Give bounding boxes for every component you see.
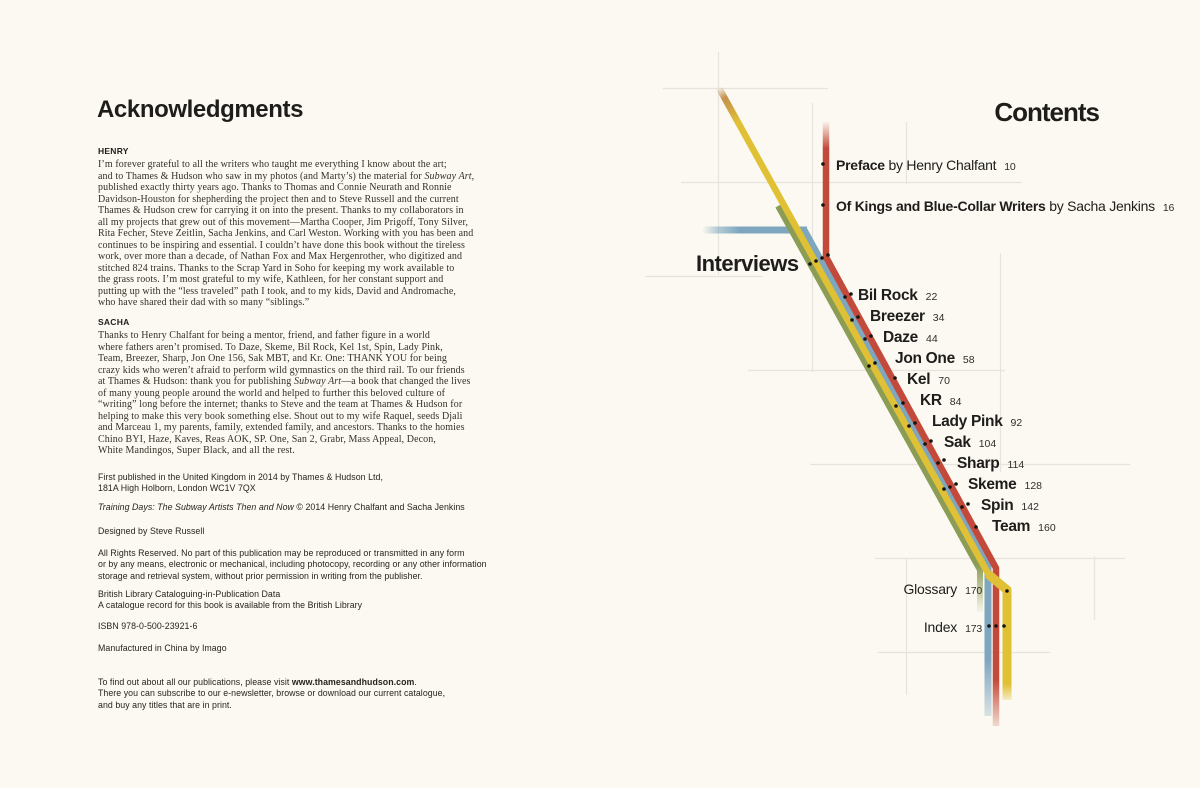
interview-page-number: 22 <box>925 291 938 303</box>
interview-name: Sak <box>944 434 971 451</box>
interview-name: Breezer <box>870 308 925 325</box>
toc-page-number: 10 <box>1004 161 1016 173</box>
station-dot <box>850 318 854 322</box>
toc-page-number: 16 <box>1162 202 1175 214</box>
station-dot <box>869 334 873 338</box>
interview-page-number: 128 <box>1024 480 1043 492</box>
interview-entry <box>932 413 1022 431</box>
station-dot <box>826 253 830 257</box>
interview-entry <box>968 476 1042 494</box>
colophon-group: ISBN 978-0-500-23921-6 <box>98 621 198 631</box>
toc-entry-title: Index <box>923 619 958 635</box>
interview-page-number: 70 <box>938 375 950 387</box>
station-dot <box>821 162 825 166</box>
interview-page-number: 142 <box>1021 501 1039 513</box>
colophon-group: Training Days: The Subway Artists Then and Now © 2014 Henry Chalfant and Sacha Jenkins <box>98 502 465 512</box>
section-heading: SACHA <box>98 317 130 327</box>
interview-name: Skeme <box>968 476 1017 493</box>
interview-entry <box>870 308 944 326</box>
interview-entry <box>858 287 937 305</box>
station-dot <box>808 262 812 266</box>
section-heading: HENRY <box>98 146 129 156</box>
acknowledgments-title: Acknowledgments <box>97 96 304 123</box>
station-dot <box>923 442 927 446</box>
interview-name: Team <box>992 518 1031 535</box>
station-dot <box>948 485 952 489</box>
interview-page-number: 84 <box>949 396 962 408</box>
station-dot <box>1005 589 1009 593</box>
interview-name: KR <box>920 392 942 409</box>
contents-title: Contents <box>994 97 1099 127</box>
station-dot <box>856 315 860 319</box>
station-dot <box>863 337 867 341</box>
colophon-group: First published in the United Kingdom in 2014 by Thames & Hudson Ltd, 181A High Holborn, London WC1V 7QX <box>98 472 383 494</box>
interview-entry <box>992 518 1056 536</box>
acknowledgment-section-henry <box>98 146 490 309</box>
interview-entry <box>920 392 961 410</box>
station-dot <box>821 203 825 207</box>
station-dot <box>907 424 911 428</box>
acknowledgment-section-sacha <box>98 317 490 457</box>
station-dot <box>901 401 905 405</box>
interview-entry <box>944 434 996 452</box>
toc-entry-preface <box>836 157 1015 173</box>
interview-name: Jon One <box>895 350 955 367</box>
station-dot <box>1002 624 1006 628</box>
station-dot <box>954 482 958 486</box>
interview-entry <box>895 350 975 368</box>
station-dot <box>974 525 978 529</box>
section-body: Thanks to Henry Chalfant for being a mentor, friend, and father figure in a world where fathers aren’t promised. To Daze, Skeme, Bil Rock, Kel 1st, Spin, Lady Pink, Team, Breezer, Sharp, Jon One 156, Sak MBT, and Kr. One: THANK YOU for being crazy kids who weren’t afraid to perform wild gymnastics on the third rail. To our friends at Thames & Hudson: thank you for publishing Subway Art—a book that changed the lives of many young people around the world and helped to further this beloved culture of “writing” long before the internet; thanks to Steve and the team at Thames & Hudson for helping to make this very book something else. Shout out to my wife Raquel, seeds Djali and Marceau 1, my parents, family, extended family, and ancestors. Thanks to the homies Chino BYI, Haze, Kaves, Reas AOK, SP. One, San 2, Grabr, Mass Appeal, Decon, White Mandingos, Super Black, and all the rest. <box>98 330 471 456</box>
station-dot <box>867 364 871 368</box>
interview-name: Lady Pink <box>932 413 1003 430</box>
toc-entry-byline: by Sacha Jenkins <box>1049 198 1155 214</box>
interview-entry <box>957 455 1024 473</box>
interviews-heading: Interviews <box>696 251 799 276</box>
station-dot <box>936 461 940 465</box>
toc-entry-byline: by Henry Chalfant <box>888 157 997 173</box>
interview-page-number: 104 <box>978 438 997 450</box>
interview-entry <box>883 329 938 347</box>
interview-page-number: 58 <box>962 354 975 366</box>
interview-name: Sharp <box>957 455 1000 472</box>
station-dot <box>849 292 853 296</box>
interview-name: Bil Rock <box>858 287 918 304</box>
interview-entry <box>907 371 950 389</box>
interview-page-number: 44 <box>925 333 938 345</box>
interview-name: Daze <box>883 329 918 346</box>
interview-page-number: 114 <box>1007 459 1025 471</box>
station-dot <box>987 624 991 628</box>
station-dot <box>966 502 970 506</box>
colophon-group: British Library Cataloguing-in-Publication Data A catalogue record for this book is available from the British Library <box>98 589 363 611</box>
station-dot <box>913 421 917 425</box>
section-body: I’m forever grateful to all the writers who taught me everything I know about the art; and to Thames & Hudson who saw in my photos (and Marty’s) the material for Subway Art, published exactly thirty years ago. Thanks to Thomas and Connie Neurath and Ronnie Davidson-Houston for shepherding the project then and to Steve Russell and the current Thames & Hudson crew for carrying it on into the present. Thanks to my collaborators in all my projects that grew out of this movement—Martha Cooper, Jim Prigoff, Tony Silver, Rita Fecher, Steve Zeitlin, Sacha Jenkins, and Carl Weston. Working with you has been and continues to be inspiring and essential. I couldn’t have done this book without the tireless work, over more than a decade, of Nathan Fox and Max Hergenrother, who digitized and stitched 824 trains. Thanks to the Scrap Yard in Soho for keeping my work available to the grass roots. I’m most grateful to my wife, Kathleen, for her constant support and putting up with the “less traveled” path I took, and to my kids, David and Andromache, who have shared their dad with so many “siblings.” <box>98 159 475 308</box>
colophon-group: Manufactured in China by Imago <box>98 643 227 653</box>
colophon-group: To find out about all our publications, please visit www.thamesandhudson.com. There you can subscribe to our e-newsletter, browse or download our current catalogue, and buy any titles that are in print. <box>98 677 446 710</box>
interview-page-number: 92 <box>1010 417 1023 429</box>
toc-entry-title: Preface <box>836 157 885 173</box>
station-dot <box>942 458 946 462</box>
toc-entry-of-kings <box>836 198 1174 214</box>
interview-entry <box>981 497 1039 515</box>
toc-page-number: 173 <box>965 623 982 635</box>
interview-name: Spin <box>981 497 1014 514</box>
station-dot <box>942 487 946 491</box>
toc-entry-glossary <box>903 581 982 597</box>
interview-page-number: 34 <box>932 312 945 324</box>
station-dot <box>894 404 898 408</box>
interview-page-number: 160 <box>1038 522 1056 534</box>
toc-entry-title: Glossary <box>903 581 958 597</box>
station-dot <box>960 505 964 509</box>
station-dot <box>820 256 824 260</box>
station-dot <box>814 259 818 263</box>
station-dot <box>893 376 897 380</box>
toc-entry-index <box>924 619 982 635</box>
colophon-group: Designed by Steve Russell <box>98 526 205 536</box>
colophon-group: All Rights Reserved. No part of this publication may be reproduced or transmitted in any form or by any means, electronic or mechanical, including photocopy, recording or any other information storage and retrieval system, without prior permission in writing from the publisher. <box>98 548 487 581</box>
interview-name: Kel <box>907 371 931 388</box>
station-dot <box>873 361 877 365</box>
toc-page-number: 170 <box>965 585 982 597</box>
station-dot <box>994 624 998 628</box>
toc-entry-title: Of Kings and Blue-Collar Writers <box>836 198 1046 214</box>
station-dot <box>843 295 847 299</box>
station-dot <box>929 439 933 443</box>
